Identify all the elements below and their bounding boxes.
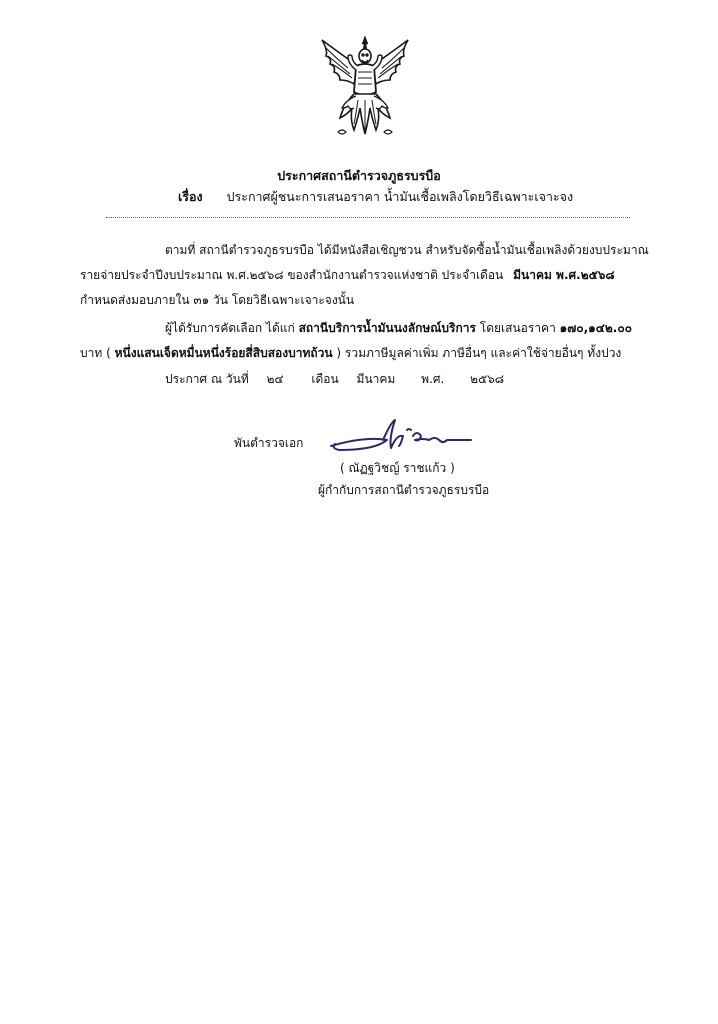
date-month: มีนาคม [356, 372, 396, 386]
amount-in-words: หนึ่งแสนเจ็ดหมื่นหนึ่งร้อยสี่สิบสองบาทถ้วน [114, 346, 333, 360]
paragraph2-prefix: ผู้ได้รับการคัดเลือก ได้แก่ [165, 321, 295, 335]
separator-dotted-line [106, 217, 630, 218]
paragraph1-line3: กำหนดส่งมอบภายใน ๓๑ วัน โดยวิธีเฉพาะเจาะจงนั้น [80, 293, 355, 307]
announcement-date [165, 370, 504, 389]
subject-text: ประกาศผู้ชนะการเสนอราคา น้ำมันเชื้อเพลิงโดยวิธีเฉพาะเจาะจง [226, 189, 574, 204]
paragraph-winner [80, 316, 670, 366]
date-year-label: พ.ศ. [421, 372, 445, 386]
document-title: ประกาศสถานีตำรวจภูธรบรบือ [277, 168, 441, 183]
paragraph2-line1 [80, 316, 670, 341]
garuda-emblem-icon [318, 34, 412, 140]
paragraph2-line2-prefix: บาท ( [80, 346, 111, 360]
subject-label: เรื่อง [178, 189, 203, 204]
paragraph1-line1 [80, 238, 670, 263]
paragraph1-line1-text: ตามที่ สถานีตำรวจภูธรบรบือ ได้มีหนังสือเชิญชวน สำหรับจัดซื้อน้ำมันเชื้อเพลิงด้วยงบประมาณ [165, 243, 649, 257]
bid-amount: ๑๗๐,๑๔๒.๐๐ [559, 321, 632, 335]
subject-row [178, 187, 573, 207]
signer-position: ผู้กำกับการสถานีตำรวจภูธรบรบือ [318, 483, 490, 497]
paragraph2-mid: โดยเสนอราคา [479, 321, 556, 335]
paragraph1-line2-text: รายจ่ายประจำปีงบประมาณ พ.ศ.๒๕๖๘ ของสำนักงานตำรวจแห่งชาติ ประจำเดือน [80, 268, 504, 282]
paragraph1-month-bold: มีนาคม พ.ศ.๒๕๖๘ [513, 268, 615, 282]
handwritten-signature [325, 416, 475, 456]
paragraph-announcement [80, 238, 670, 313]
paragraph2-line2 [80, 341, 670, 366]
date-year: ๒๕๖๘ [470, 372, 505, 386]
signer-rank: พันตำรวจเอก [234, 436, 304, 450]
date-day: ๒๔ [266, 372, 284, 386]
date-label: ประกาศ ณ วันที่ [165, 372, 249, 386]
signer-name: ( ณัฏฐวิชญ์ ราชแก้ว ) [340, 461, 455, 475]
vendor-name: สถานีบริการน้ำมันนงลักษณ์บริการ [298, 321, 476, 335]
paragraph2-line2-suffix: ) รวมภาษีมูลค่าเพิ่ม ภาษีอื่นๆ และค่าใช้จ่ายอื่นๆ ทั้งปวง [336, 346, 622, 360]
paragraph1-line2 [80, 263, 670, 288]
date-month-label: เดือน [311, 372, 339, 386]
